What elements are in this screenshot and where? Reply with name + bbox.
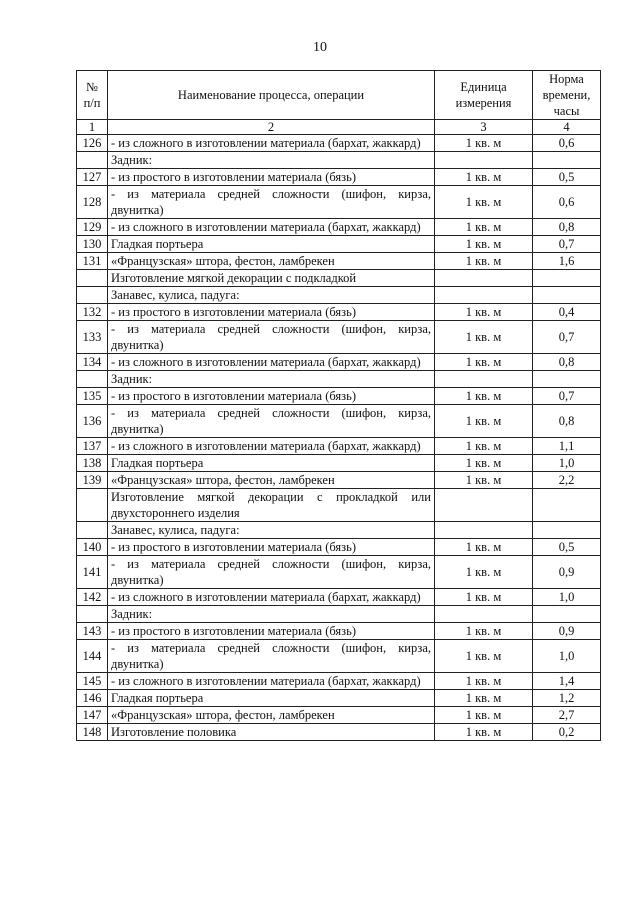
table-row	[77, 640, 601, 673]
table-row	[77, 724, 601, 741]
table-row	[77, 690, 601, 707]
table-row	[77, 388, 601, 405]
column-index: 1	[77, 120, 108, 135]
row-number: 147	[77, 707, 108, 724]
row-number	[77, 152, 108, 169]
operation-name: - из сложного в изготовлении материала (бархат, жаккард)	[108, 589, 435, 606]
time-norm: 0,7	[533, 321, 601, 354]
table-row	[77, 589, 601, 606]
table-row	[77, 270, 601, 287]
operation-name: Изготовление мягкой декорации с прокладкой или двухстороннего изделия	[108, 489, 435, 522]
time-norm: 1,1	[533, 438, 601, 455]
row-number: 137	[77, 438, 108, 455]
row-number: 134	[77, 354, 108, 371]
row-number: 130	[77, 236, 108, 253]
column-index: 2	[108, 120, 435, 135]
unit-of-measure: 1 кв. м	[435, 539, 533, 556]
operation-name: Задник:	[108, 152, 435, 169]
unit-of-measure: 1 кв. м	[435, 236, 533, 253]
row-number: 128	[77, 186, 108, 219]
time-norm: 0,8	[533, 219, 601, 236]
operation-name: - из простого в изготовлении материала (бязь)	[108, 169, 435, 186]
unit-of-measure: 1 кв. м	[435, 253, 533, 270]
row-number	[77, 522, 108, 539]
column-index: 4	[533, 120, 601, 135]
row-number	[77, 287, 108, 304]
row-number	[77, 489, 108, 522]
unit-of-measure: 1 кв. м	[435, 589, 533, 606]
time-norm	[533, 522, 601, 539]
time-norm	[533, 152, 601, 169]
header-num: № п/п	[77, 71, 108, 120]
time-norm: 0,4	[533, 304, 601, 321]
time-norm: 1,6	[533, 253, 601, 270]
unit-of-measure: 1 кв. м	[435, 556, 533, 589]
operation-name: - из материала средней сложности (шифон, кирза, двунитка)	[108, 186, 435, 219]
row-number	[77, 371, 108, 388]
time-norm: 0,9	[533, 556, 601, 589]
unit-of-measure	[435, 152, 533, 169]
time-norm	[533, 489, 601, 522]
operation-name: «Французская» штора, фестон, ламбрекен	[108, 707, 435, 724]
row-number: 148	[77, 724, 108, 741]
operation-name: - из простого в изготовлении материала (бязь)	[108, 388, 435, 405]
table-row	[77, 707, 601, 724]
row-number: 146	[77, 690, 108, 707]
time-norm: 2,7	[533, 707, 601, 724]
column-index: 3	[435, 120, 533, 135]
operation-name: - из материала средней сложности (шифон, кирза, двунитка)	[108, 556, 435, 589]
unit-of-measure	[435, 522, 533, 539]
table-row	[77, 556, 601, 589]
unit-of-measure: 1 кв. м	[435, 724, 533, 741]
operation-name: - из простого в изготовлении материала (бязь)	[108, 304, 435, 321]
table-row	[77, 405, 601, 438]
operation-name: «Французская» штора, фестон, ламбрекен	[108, 472, 435, 489]
operation-name: Гладкая портьера	[108, 236, 435, 253]
operation-name: - из материала средней сложности (шифон, кирза, двунитка)	[108, 640, 435, 673]
table-row	[77, 522, 601, 539]
unit-of-measure: 1 кв. м	[435, 707, 533, 724]
unit-of-measure	[435, 270, 533, 287]
unit-of-measure	[435, 489, 533, 522]
unit-of-measure: 1 кв. м	[435, 354, 533, 371]
table-row	[77, 186, 601, 219]
time-norm: 0,5	[533, 169, 601, 186]
operation-name: - из простого в изготовлении материала (бязь)	[108, 623, 435, 640]
time-norm: 0,5	[533, 539, 601, 556]
column-index-row	[77, 120, 601, 135]
table-row	[77, 371, 601, 388]
operation-name: - из материала средней сложности (шифон, кирза, двунитка)	[108, 321, 435, 354]
page-number: 10	[313, 40, 327, 55]
time-norm: 0,6	[533, 135, 601, 152]
operation-name: - из материала средней сложности (шифон, кирза, двунитка)	[108, 405, 435, 438]
unit-of-measure	[435, 371, 533, 388]
row-number: 133	[77, 321, 108, 354]
table-row	[77, 219, 601, 236]
time-norm: 1,2	[533, 690, 601, 707]
unit-of-measure: 1 кв. м	[435, 321, 533, 354]
row-number	[77, 270, 108, 287]
unit-of-measure	[435, 606, 533, 623]
operation-name: Занавес, кулиса, падуга:	[108, 522, 435, 539]
unit-of-measure: 1 кв. м	[435, 186, 533, 219]
time-norm: 0,7	[533, 236, 601, 253]
table-row	[77, 135, 601, 152]
row-number: 143	[77, 623, 108, 640]
table-row	[77, 489, 601, 522]
operation-name: Гладкая портьера	[108, 690, 435, 707]
header-norm: Норма времени, часы	[533, 71, 601, 120]
operation-name: Изготовление половика	[108, 724, 435, 741]
unit-of-measure: 1 кв. м	[435, 472, 533, 489]
unit-of-measure: 1 кв. м	[435, 219, 533, 236]
unit-of-measure: 1 кв. м	[435, 135, 533, 152]
time-norm: 1,4	[533, 673, 601, 690]
row-number: 131	[77, 253, 108, 270]
unit-of-measure: 1 кв. м	[435, 388, 533, 405]
unit-of-measure: 1 кв. м	[435, 640, 533, 673]
row-number: 136	[77, 405, 108, 438]
operation-name: - из сложного в изготовлении материала (бархат, жаккард)	[108, 219, 435, 236]
row-number: 139	[77, 472, 108, 489]
time-norm: 0,8	[533, 405, 601, 438]
operation-name: - из сложного в изготовлении материала (бархат, жаккард)	[108, 673, 435, 690]
table-row	[77, 438, 601, 455]
table-row	[77, 455, 601, 472]
operation-name: Занавес, кулиса, падуга:	[108, 287, 435, 304]
table-row	[77, 152, 601, 169]
unit-of-measure: 1 кв. м	[435, 690, 533, 707]
unit-of-measure: 1 кв. м	[435, 304, 533, 321]
unit-of-measure: 1 кв. м	[435, 673, 533, 690]
operation-name: Задник:	[108, 371, 435, 388]
unit-of-measure: 1 кв. м	[435, 623, 533, 640]
row-number: 140	[77, 539, 108, 556]
operation-name: - из сложного в изготовлении материала (бархат, жаккард)	[108, 354, 435, 371]
row-number: 145	[77, 673, 108, 690]
row-number: 127	[77, 169, 108, 186]
row-number: 141	[77, 556, 108, 589]
table-row	[77, 304, 601, 321]
table-body	[77, 135, 601, 741]
time-norm: 0,7	[533, 388, 601, 405]
row-number: 129	[77, 219, 108, 236]
unit-of-measure: 1 кв. м	[435, 169, 533, 186]
row-number	[77, 606, 108, 623]
operation-name: Гладкая портьера	[108, 455, 435, 472]
time-norm: 0,6	[533, 186, 601, 219]
operation-name: «Французская» штора, фестон, ламбрекен	[108, 253, 435, 270]
table-row	[77, 354, 601, 371]
time-norm	[533, 606, 601, 623]
unit-of-measure: 1 кв. м	[435, 438, 533, 455]
time-norm: 0,9	[533, 623, 601, 640]
table-row	[77, 472, 601, 489]
time-norm: 1,0	[533, 455, 601, 472]
table-row	[77, 321, 601, 354]
table-header-row	[77, 71, 601, 120]
row-number: 144	[77, 640, 108, 673]
row-number: 138	[77, 455, 108, 472]
time-norm: 0,8	[533, 354, 601, 371]
norms-table	[76, 70, 601, 741]
table-row	[77, 169, 601, 186]
row-number: 132	[77, 304, 108, 321]
unit-of-measure	[435, 287, 533, 304]
time-norm: 0,2	[533, 724, 601, 741]
table-row	[77, 236, 601, 253]
table-row	[77, 673, 601, 690]
operation-name: Задник:	[108, 606, 435, 623]
time-norm	[533, 287, 601, 304]
table-row	[77, 539, 601, 556]
time-norm	[533, 371, 601, 388]
time-norm	[533, 270, 601, 287]
operation-name: - из сложного в изготовлении материала (бархат, жаккард)	[108, 135, 435, 152]
row-number: 142	[77, 589, 108, 606]
unit-of-measure: 1 кв. м	[435, 405, 533, 438]
time-norm: 1,0	[533, 640, 601, 673]
time-norm: 2,2	[533, 472, 601, 489]
table-row	[77, 287, 601, 304]
header-unit: Единица измерения	[435, 71, 533, 120]
header-name: Наименование процесса, операции	[108, 71, 435, 120]
operation-name: - из сложного в изготовлении материала (бархат, жаккард)	[108, 438, 435, 455]
time-norm: 1,0	[533, 589, 601, 606]
table-row	[77, 623, 601, 640]
operation-name: Изготовление мягкой декорации с подкладкой	[108, 270, 435, 287]
unit-of-measure: 1 кв. м	[435, 455, 533, 472]
operation-name: - из простого в изготовлении материала (бязь)	[108, 539, 435, 556]
row-number: 135	[77, 388, 108, 405]
table-row	[77, 253, 601, 270]
table-row	[77, 606, 601, 623]
row-number: 126	[77, 135, 108, 152]
